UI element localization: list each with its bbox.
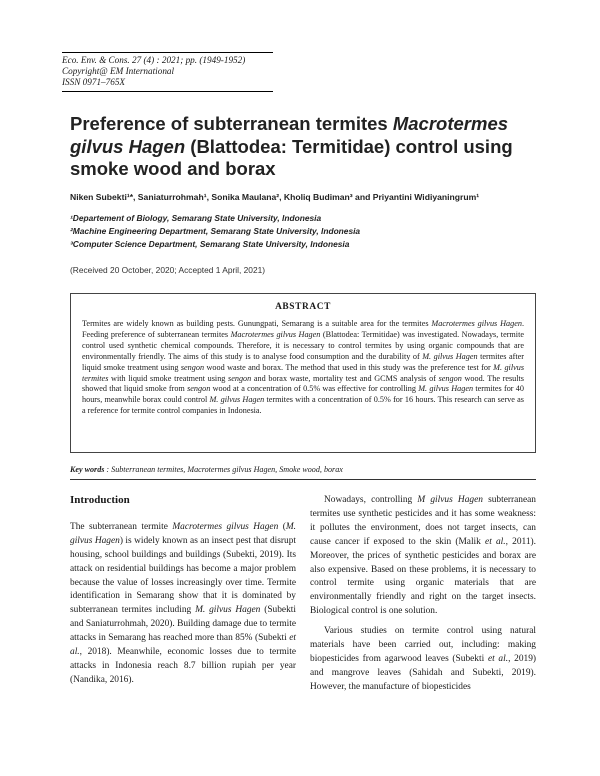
affiliations [70,212,550,250]
keywords-text: : Subterranean termites, Macrotermes gilvus Hagen, Smoke wood, borax [104,465,343,474]
received-dates: (Received 20 October, 2020; Accepted 1 April, 2021) [70,265,266,275]
intro-paragraph-3: Various studies on termite control using natural materials have been carried out, including: making biopesticides from agarwood leaves (Subekti et al., 2019) and mangrove leaves (Sahidah and Subekti, 2019). However, the manufacture of biopesticides [310,626,536,692]
title-part-1: Preference of subterranean termites [70,113,393,134]
keywords-label: Key words [70,465,105,474]
abstract-box [70,293,536,453]
affiliation-1: ¹Departement of Biology, Semarang State University, Indonesia [70,213,322,223]
left-column [70,494,296,694]
keywords [70,465,540,474]
title-part-2: (Blattodea: Termitidae) control using smoke wood and borax [70,135,513,179]
intro-paragraph-1: The subterranean termite Macrotermes gilvus Hagen (M. gilvus Hagen) is widely known as an insect pest that disrupt housing, school buildings and buildings (Subekti, 2019). Its attack on residential buildings has become a major problem because the value of losses increasingly over time. Termite identification in Semarang show that it is dominated by subterranean termites including M. gilvus Hagen (Subekti and Saniaturrohmah, 2020). Building damage due to termite attacks in Semarang has reached more than 85% (Subekti et al., 2018). Meanwhile, economic losses due to termite attacks in Indonesia reach 8.7 billion rupiah per year (Nandika, 2016). [70,521,297,685]
journal-copyright: Copyright@ EM International [62,66,175,77]
right-column [310,494,536,701]
journal-citation: Eco. Env. & Cons. 27 (4) : 2021; pp. (1949-1952) [62,55,246,65]
journal-issn: ISSN 0971–765X [62,77,126,88]
paper-title [70,113,540,181]
abstract-heading: ABSTRACT [275,302,331,312]
introduction-heading: Introduction [70,494,130,506]
affiliation-2: ²Machine Engineering Department, Semarang State University, Indonesia [70,225,361,236]
section-divider [70,479,536,480]
journal-info-box [62,52,273,92]
title-species: Macrotermes gilvus Hagen [70,113,509,157]
affiliation-3: ³Computer Science Department, Semarang State University, Indonesia [70,238,350,249]
abstract-text: Termites are widely known as building pests. Gunungpati, Semarang is a suitable area for the termites Macrotermes gilvus Hagen. Feeding preference of subterranean termites Macrotermes gilvus Hagen (Blattodea: Termitidae) was investigated. Nowadays, termite control used synthetic chemical compounds. Therefore, it is necessary to control termites by using organic compounds that are environmentally friendly. The aims of this study is to analyse food consumption and the durability of M. gilvus Hagen termites after liquid smoke treatment using sengon wood waste and borax. The method that used in this study was the preference test for M. gilvus termites with liquid smoke treatment using sengon and borax waste, mortality test and GCMS analysis of sengon wood. The results showed that liquid smoke from sengon wood at a concentration of 0.5% was effective for controlling M. gilvus Hagen termites for 40 hours, meanwhile borax could control M. gilvus Hagen termites with a concentration of 0.5% for 16 hours. This research can serve as a reference for termite control companies in Indonesia. [82,319,525,416]
intro-paragraph-2: Nowadays, controlling M gilvus Hagen subterranean termites use synthetic pesticides and it has some weakness: it pollutes the environment, does not target insects, can cause cancer if exposed to the skin (Malik et al., 2011). Moreover, the prices of synthetic pesticides and borax are also expensive. Based on these problems, it is necessary to control termite using organic materials that are environmentally friendly and right on the target insects. Biological control is one solution. [310,495,537,617]
author-list: Niken Subekti¹*, Saniaturrohmah¹, Sonika Maulana², Kholiq Budiman³ and Priyantini Widiyaningrum¹ [70,192,480,202]
